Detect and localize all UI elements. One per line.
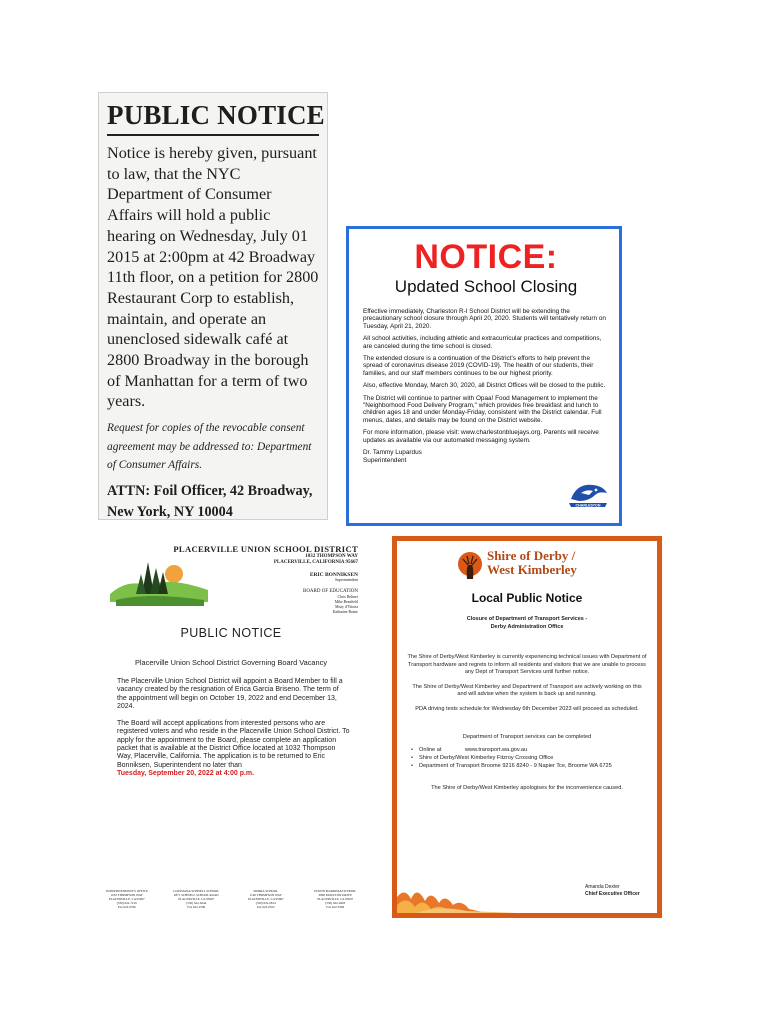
signature-name: Amanda Dexter xyxy=(585,884,620,890)
board-member: Katharine Baiste xyxy=(332,610,358,614)
shire-name-line1: Shire of Derby / xyxy=(487,548,576,563)
school-closing-paragraph: Also, effective Monday, March 30, 2020, all District Offices will be closed to the public. xyxy=(363,382,606,390)
nyc-notice-rule xyxy=(107,134,319,136)
board-member: Chris Beltner xyxy=(337,595,358,599)
derby-paragraph: The Shire of Derby/West Kimberley is currently experiencing technical issues with Department of Transport hardware and regrets to inform all residents and visitors that we are unable to process any Dept of Transport Services until further notice. xyxy=(407,654,647,676)
derby-paragraph: Department of Transport services can be completed xyxy=(462,733,592,740)
placerville-paragraph-text: The Board will accept applications from interested persons who are registered voters and who reside in the Placerville Union School District. To apply for the appointment to the Board, please complete an application packet that is available at the District Office located at 1032 Thompson Way, Placerville, California. The application is to be returned to Eric Bonniksen, Superintendent no later than xyxy=(117,720,350,769)
subtitle-line: Derby Administration Office xyxy=(490,624,564,630)
school-closing-paragraph: For more information, please visit: www.charlestonbluejays.org. Parents will receive updates as available via our automated messaging system. xyxy=(363,429,599,444)
derby-paragraph: PDA driving tests schedule for Wednesday 6th December 2023 will proceed as scheduled. xyxy=(415,705,639,712)
application-deadline: Tuesday, September 20, 2022 at 4:00 p.m. xyxy=(117,769,255,777)
district-address-line1: 1032 THOMPSON WAY xyxy=(305,554,358,559)
superintendent-title: Superintendent xyxy=(335,578,358,582)
placerville-notice-subtitle: Placerville Union School District Governing Board Vacancy xyxy=(134,658,328,667)
footer-line: Fax 622-2599 xyxy=(187,905,206,909)
boab-tree-logo-icon xyxy=(457,551,483,581)
list-item-text: Shire of Derby/West Kimberley Fitzroy Crossing Office xyxy=(419,754,554,761)
school-closing-notice xyxy=(346,226,622,526)
footer-line: 2800 MOULTON DRIVE xyxy=(318,893,352,897)
footer-line: 1032 THOMPSON WAY xyxy=(110,893,143,897)
footer-office xyxy=(304,889,366,909)
placerville-letterhead xyxy=(173,544,358,615)
footer-line: Fax 622-0352 xyxy=(256,905,275,909)
footer-office xyxy=(165,889,227,909)
derby-notice-title: Local Public Notice xyxy=(471,591,583,605)
placerville-paragraph: The Placerville Union School District will appoint a Board Member to fill a vacancy created by the resignation of Erica Garcia Briseno. The term of the appointment will begin on October 19, 2022 and end December 13, 2024. xyxy=(117,678,343,710)
school-closing-signature xyxy=(363,449,609,464)
footer-line: Fax 622-0336 xyxy=(117,905,136,909)
signature-title: Superintendent xyxy=(363,456,407,464)
nyc-notice-body: Notice is hereby given, pursuant to law, that the NYC Department of Consumer Affairs will hold a public hearing on Wednesday, July 01 2015 at 2:00pm at 42 Broadway 11th floor, on a petition for 2800 Restaurant Corp to establish, maintain, and operate an unenclosed sidewalk café at 2800 Broadway in the borough of Manhattan for a term of two years. xyxy=(107,144,319,411)
footer-line: SUPERINTENDENT'S OFFICE xyxy=(105,889,148,893)
footer-line: (530) 622-0403 xyxy=(325,901,346,905)
placerville-notice-body xyxy=(117,678,350,787)
derby-paragraph: The Shire of Derby/West Kimberley and Department of Transport are actively working on this and will advise when the system is back up and running. xyxy=(412,683,642,698)
transport-website-link[interactable]: www.transport.wa.gov.au xyxy=(465,747,528,754)
footer-office xyxy=(235,889,297,909)
nyc-notice-request: Request for copies of the revocable consent agreement may be addressed to: Department of Consumer Affairs. xyxy=(107,422,312,472)
nyc-notice-title: PUBLIC NOTICE xyxy=(107,100,325,130)
footer-line: LOUISIANA SCHNELL SCHOOL xyxy=(173,889,220,893)
service-options-list xyxy=(411,747,647,770)
derby-notice-subtitle xyxy=(397,615,657,631)
footer-line: 2871 SCHNELL SCHOOL ROAD xyxy=(173,893,219,897)
footer-line: (530) 622-7216 xyxy=(116,901,137,905)
board-member: Misty d'Vitoria xyxy=(335,605,358,609)
footer-office xyxy=(96,889,158,909)
list-item: • Shire of Derby/West Kimberley Fitzroy Crossing Office xyxy=(411,754,554,761)
footer-line: (530) 622-6244 xyxy=(186,901,207,905)
school-closing-paragraph: The District will continue to partner with Opaa! Food Management to implement the "Neighborhood Food Delivery Program," which provides free breakfast and lunch to children ages 18 and under Monday-Friday, consistent with the District calendar. Full menus, dates, and details may be found on the District website. xyxy=(363,394,602,424)
bluejay-logo-icon xyxy=(563,479,611,515)
footer-line: SIERRA SCHOOL xyxy=(253,889,279,893)
decorative-flame-pattern-icon xyxy=(397,883,657,913)
footer-line: EDWIN MARKHAM SCHOOL xyxy=(314,889,357,893)
nyc-public-notice xyxy=(98,92,328,520)
school-closing-title: NOTICE: xyxy=(414,238,558,276)
list-item-text: Department of Transport Broome 9216 8240 - 9 Napier Tce, Broome WA 6725 xyxy=(419,762,612,769)
footer-line: PLACERVILLE, CA 95667 xyxy=(178,897,215,901)
footer-line: PLACERVILLE, CA 95667 xyxy=(247,897,284,901)
shire-name-line2: West Kimberley xyxy=(487,562,577,577)
superintendent-name: ERIC BONNIKSEN xyxy=(309,572,358,578)
derby-notice-body xyxy=(407,654,647,799)
footer-line: (530) 622-0814 xyxy=(255,901,276,905)
footer-line: PLACERVILLE, CA 95667 xyxy=(108,897,145,901)
placerville-notice-title: PUBLIC NOTICE xyxy=(180,626,282,640)
district-name: PLACERVILLE UNION SCHOOL DISTRICT xyxy=(173,544,358,554)
school-closing-paragraph: Effective immediately, Charleston R-I School District will be extending the precautionary school closure through April 20, 2020. Students will tentatively return on Tuesday, April 21, 2020. xyxy=(363,308,606,330)
school-closing-body xyxy=(363,308,609,444)
board-member: Mike Branfield xyxy=(334,600,358,604)
derby-public-notice xyxy=(392,536,662,918)
school-closing-paragraph: The extended closure is a continuation of the District's efforts to help prevent the spread of coronavirus disease 2019 (COVID-19). The health of our students, their families, and our staff members continues to be our highest priority. xyxy=(363,355,594,377)
footer-line: 1100 THOMPSON WAY xyxy=(249,893,282,897)
board-heading: BOARD OF EDUCATION xyxy=(302,589,358,594)
list-item: • Online at www.transport.wa.gov.au xyxy=(411,747,528,754)
logo-text: CHARLESTON xyxy=(575,503,601,508)
footer-line: Fax 622-3384 xyxy=(326,905,345,909)
placerville-footer xyxy=(92,889,370,909)
nyc-notice-attn: ATTN: Foil Officer, 42 Broadway, New York, NY 10004 xyxy=(107,482,313,520)
signature-title: Chief Executive Officer xyxy=(585,890,640,897)
placerville-public-notice xyxy=(92,540,370,925)
list-item: • Department of Transport Broome 9216 8240 - 9 Napier Tce, Broome WA 6725 xyxy=(411,762,612,769)
footer-line: PLACERVILLE, CA 95667 xyxy=(317,897,354,901)
derby-closing: The Shire of Derby/West Kimberley apologises for the inconvenience caused. xyxy=(431,784,623,791)
placerville-paragraph xyxy=(117,720,350,778)
school-closing-paragraph: All school activities, including athletic and extracurricular practices and competitions, are canceled during the time school is closed. xyxy=(363,335,602,350)
shire-name xyxy=(487,549,577,577)
subtitle-line: Closure of Department of Transport Services - xyxy=(466,616,588,622)
list-item-label: Online at xyxy=(419,747,442,754)
district-address-line2: PLACERVILLE, CALIFORNIA 95667 xyxy=(273,560,358,565)
signature-name: Dr. Tammy Lupardus xyxy=(363,449,422,457)
school-closing-subtitle: Updated School Closing xyxy=(394,277,578,296)
